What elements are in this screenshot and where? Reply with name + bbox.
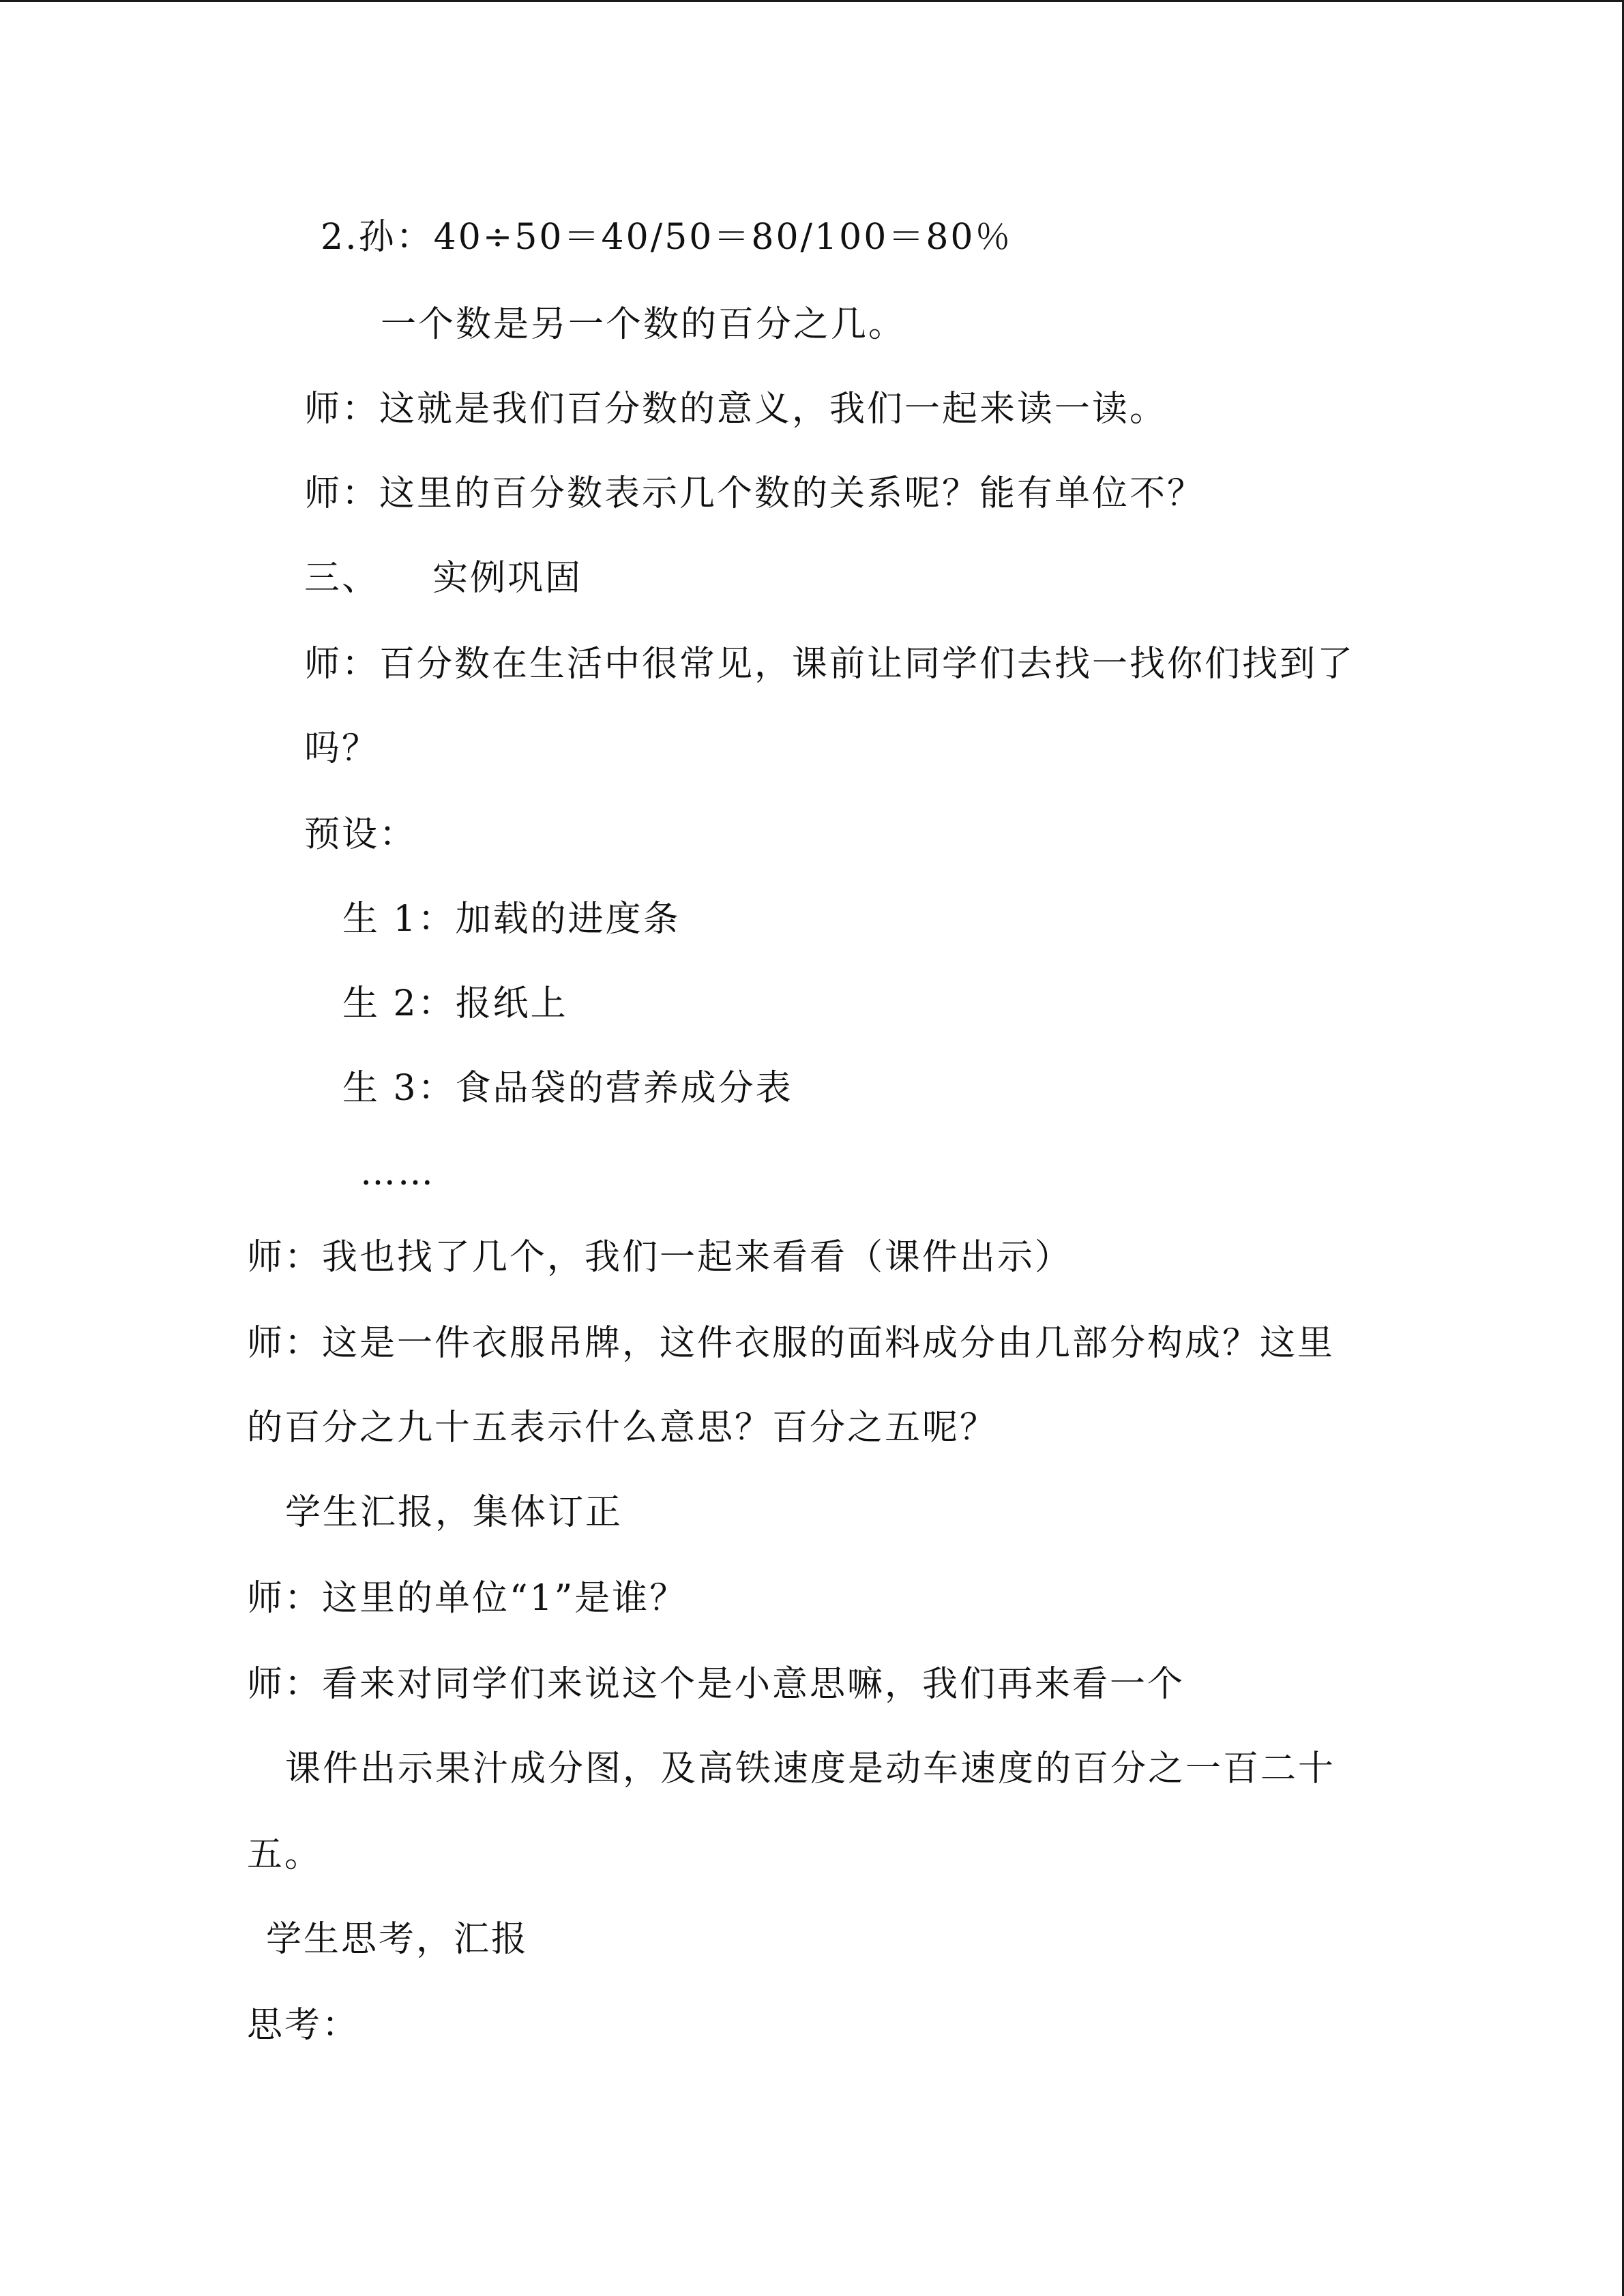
text-line: 2.孙：40÷50＝40/50＝80/100＝80％	[321, 217, 1013, 258]
text-line: 师：这里的单位“1”是谁？	[247, 1578, 688, 1619]
text-line: 预设：	[304, 814, 417, 855]
text-line: 思考：	[247, 2005, 360, 2046]
text-line: 师：我也找了几个，我们一起来看看（课件出示）	[247, 1237, 1073, 1278]
text-line: 的百分之九十五表示什么意思？百分之五呢？	[247, 1407, 998, 1448]
text-line: 一个数是另一个数的百分之几。	[381, 304, 906, 345]
page-border-top	[0, 0, 1624, 2]
text-line: 师：这是一件衣服吊牌，这件衣服的面料成分由几部分构成？这里	[247, 1323, 1335, 1364]
text-line: 五。	[247, 1834, 323, 1875]
text-line: 师：百分数在生活中很常见，课前让同学们去找一找你们找到了	[304, 644, 1355, 685]
list-item: 生 1：加载的进度条	[342, 899, 681, 940]
ellipsis: ……	[360, 1152, 435, 1193]
text-line: 课件出示果汁成分图，及高铁速度是动车速度的百分之一百二十	[285, 1748, 1336, 1789]
text-line: 学生思考，汇报	[266, 1919, 529, 1960]
list-item: 生 3：食品袋的营养成分表	[342, 1068, 793, 1109]
text-line: 学生汇报，集体订正	[285, 1492, 623, 1533]
text-line: 师：这就是我们百分数的意义，我们一起来读一读。	[304, 389, 1168, 430]
text-line: 师：看来对同学们来说这个是小意思嘛，我们再来看一个	[247, 1664, 1185, 1705]
list-item: 生 2：报纸上	[342, 983, 568, 1024]
section-heading: 三、 实例巩固	[304, 558, 583, 599]
text-line: 吗？	[304, 728, 380, 769]
text-line: 师：这里的百分数表示几个数的关系呢？能有单位不？	[304, 473, 1205, 514]
